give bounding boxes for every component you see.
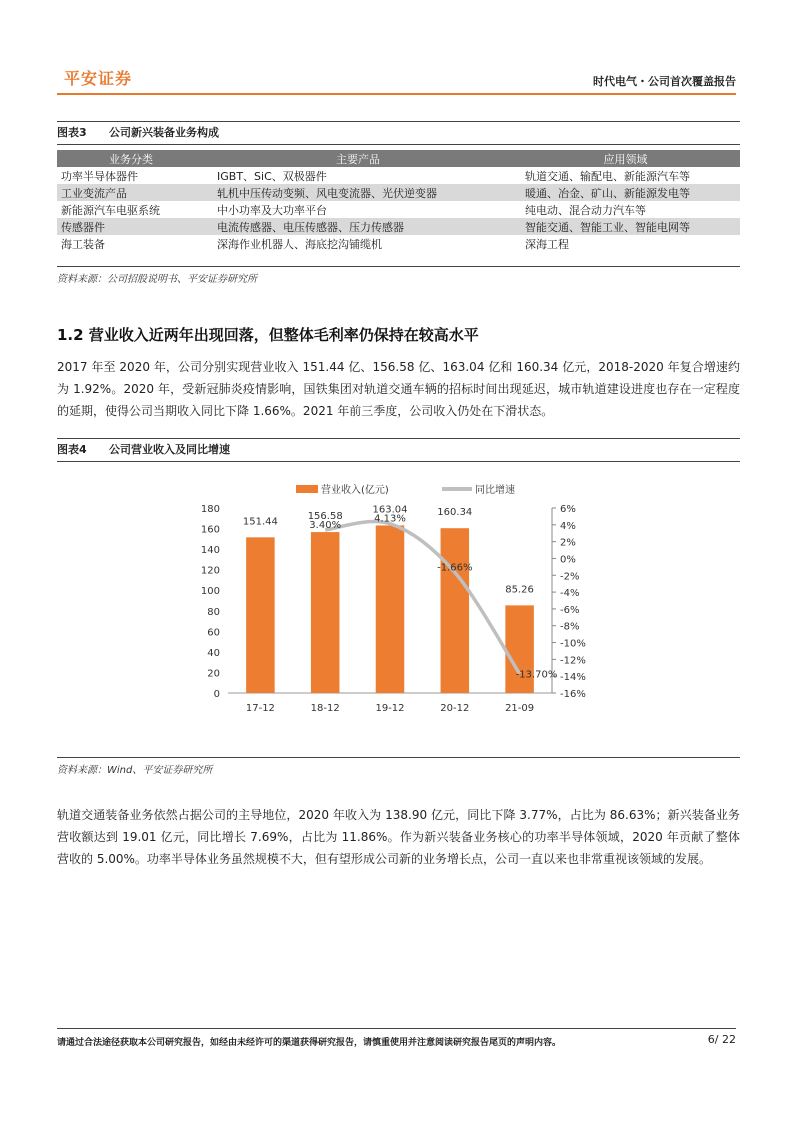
col-header: 主要产品 [205,150,511,167]
table-cell: 纯电动、混合动力汽车等 [525,203,646,217]
col-header: 业务分类 [57,150,205,167]
body-paragraph: 2017 年至 2020 年，公司分别实现营业收入 151.44 亿、156.58 亿、163.04 亿和 160.34 亿元，2018-2020 年复合增速约为 1.92%。2020 年，受新冠肺炎疫情影响，国铁集团对轨道交通车辆的招标时间出现延迟，城市轨道建设进度也存在一定程度的延期，使得公司当期收入同比下降 1.66%。2021 年前三季度，公司收入仍处在下滑状态。 [57,360,740,418]
business-table [57,150,740,252]
legend-swatch-revenue [296,485,318,493]
footer-disclaimer: 请通过合法途径获取本公司研究报告，如经由未经许可的渠道获得研究报告，请慎重使用并注意阅读研究报告尾页的声明内容。 [57,1038,562,1048]
y-right-tick-label: -12% [560,655,586,667]
bar-revenue [246,537,275,693]
y-left-tick-label: 100 [200,586,220,598]
x-tick-label: 18-12 [310,703,340,714]
footer-divider [57,1028,736,1029]
fig4-title-bar [57,438,740,462]
fig3-title-bar [57,121,740,145]
growth-value-label: -1.66% [437,562,473,574]
growth-value-label: 3.40% [309,519,342,531]
legend-label-revenue: 营业收入(亿元) [321,485,389,496]
table-cell: 暖通、冶金、矿山、新能源发电等 [511,184,740,201]
page-number: 6/ 22 [707,1033,736,1046]
table-cell: 功率半导体器件 [61,169,138,183]
y-left-tick-label: 140 [200,545,220,557]
y-left-tick-label: 120 [200,565,220,577]
x-tick-label: 17-12 [245,703,275,714]
y-right-tick-label: -14% [560,672,586,684]
fig3-title: 公司新兴装备业务构成 [109,126,219,139]
fig4-title: 公司营业收入及同比增速 [109,443,230,456]
section-heading: 1.2 营业收入近两年出现回落，但整体毛利率仍保持在较高水平 [57,326,479,344]
y-left-tick-label: 60 [207,627,220,639]
company-logo: 平安证券 [64,69,133,88]
table-cell: 电流传感器、电压传感器、压力传感器 [205,218,511,235]
y-right-tick-label: -2% [560,571,580,583]
growth-value-label: -13.70% [515,669,558,681]
y-left-tick-label: 160 [200,524,220,536]
col-header: 应用领域 [511,150,740,167]
bar-value-label: 160.34 [437,507,473,519]
table-row [57,184,740,201]
table-cell: 轧机中压传动变频、风电变流器、光伏逆变器 [205,184,511,201]
x-tick-label: 21-09 [505,703,535,714]
y-left-tick-label: 20 [207,668,220,680]
table-header-row [57,150,740,167]
table-cell: 海工装备 [61,237,105,251]
table-cell: 深海作业机器人、海底挖沟铺缆机 [217,237,382,251]
fig4-label: 图表4 [57,443,87,456]
table-cell: 新能源汽车电驱系统 [61,203,160,217]
y-left-tick-label: 40 [207,647,220,659]
table-row [57,167,740,184]
y-right-tick-label: -6% [560,604,580,616]
growth-line [325,522,519,674]
bar-revenue [376,525,405,693]
y-right-tick-label: -4% [560,588,580,600]
fig3-source: 资料来源：公司招股说明书、平安证券研究所 [57,266,740,285]
fig3-label: 图表3 [57,126,87,139]
y-right-tick-label: -10% [560,638,586,650]
body-paragraph-2: 轨道交通装备业务依然占据公司的主导地位，2020 年收入为 138.90 亿元，同比下降 3.77%，占比为 86.63%；新兴装备业务营收额达到 19.01 亿元，同比增长 7.69%，占比为 11.86%。作为新兴装备业务核心的功率半导体领域，2020 年贡献了整体营收的 5.00%。功率半导体业务虽然规模不大，但有望形成公司新的业务增长点，公司一直以来也非常重视该领域的发展。 [57,808,740,866]
fig4-source: 资料来源：Wind、平安证券研究所 [57,757,740,776]
y-right-tick-label: 4% [560,520,576,532]
report-title: 时代电气・公司首次覆盖报告 [593,75,736,88]
table-cell: 智能交通、智能工业、智能电网等 [511,218,740,235]
x-tick-label: 19-12 [375,703,405,714]
y-right-tick-label: 6% [560,504,576,515]
y-right-tick-label: -16% [560,689,586,700]
y-right-tick-label: 0% [560,554,576,566]
legend-label-growth: 同比增速 [475,485,515,496]
table-cell: 工业变流产品 [57,184,205,201]
bar-value-label: 156.58 [307,511,343,523]
table-cell: 深海工程 [525,237,569,251]
table-row [57,218,740,235]
bar-revenue [311,532,340,693]
bar-value-label: 151.44 [242,516,278,528]
y-left-tick-label: 0 [213,689,220,700]
y-left-tick-label: 80 [207,606,220,618]
x-tick-label: 20-12 [440,703,470,714]
bar-revenue [441,528,470,693]
y-right-tick-label: 2% [560,537,576,549]
growth-value-label: 4.13% [374,513,406,525]
bar-value-label: 85.26 [505,584,534,596]
table-cell: IGBT、SiC、双极器件 [217,169,327,183]
bar-value-label: 163.04 [372,504,408,516]
table-cell: 轨道交通、输配电、新能源汽车等 [525,169,690,183]
table-row [57,201,740,218]
table-cell: 传感器件 [57,218,205,235]
header-divider [57,93,736,95]
table-row [57,235,740,252]
table-cell: 中小功率及大功率平台 [217,203,327,217]
y-right-tick-label: -8% [560,621,580,633]
y-left-tick-label: 180 [200,504,220,515]
revenue-growth-chart [190,475,630,725]
